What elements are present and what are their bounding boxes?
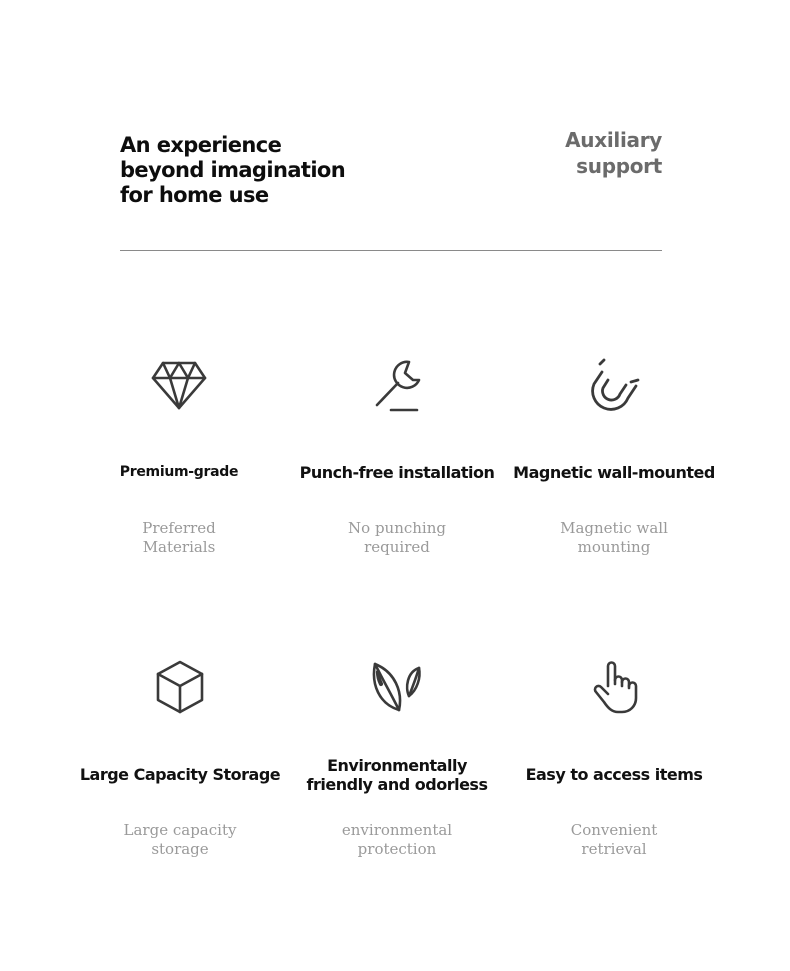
magnet-icon	[586, 358, 642, 414]
feature-description: Large capacity storage	[123, 821, 237, 858]
diamond-icon	[151, 358, 207, 414]
feature-description: Convenient retrieval	[570, 821, 658, 858]
feature-description: Preferred Materials	[142, 519, 216, 556]
feature-title: Punch-free installation	[299, 463, 495, 482]
header-divider	[120, 250, 662, 251]
feature-title: Easy to access items	[525, 765, 703, 784]
headline-line: for home use	[120, 183, 269, 207]
feature-title: Premium-grade	[119, 464, 239, 480]
subhead-line: support	[576, 154, 662, 178]
feature-description: environmental protection	[341, 821, 453, 858]
headline-line: An experience	[120, 133, 282, 157]
subhead-line: Auxiliary	[565, 128, 662, 152]
leaf-icon	[369, 658, 425, 714]
feature-title: Environmentally friendly and odorless	[306, 756, 488, 794]
feature-title: Large Capacity Storage	[79, 765, 281, 784]
box-icon	[152, 658, 208, 714]
feature-description: No punching required	[348, 519, 446, 556]
feature-description: Magnetic wall mounting	[560, 519, 668, 556]
hand-pointer-icon	[586, 658, 642, 714]
wrench-icon	[369, 358, 425, 414]
headline-line: beyond imagination	[120, 158, 346, 182]
page-headline	[120, 133, 380, 208]
feature-title: Magnetic wall-mounted	[513, 463, 715, 482]
page-subhead	[462, 127, 662, 179]
